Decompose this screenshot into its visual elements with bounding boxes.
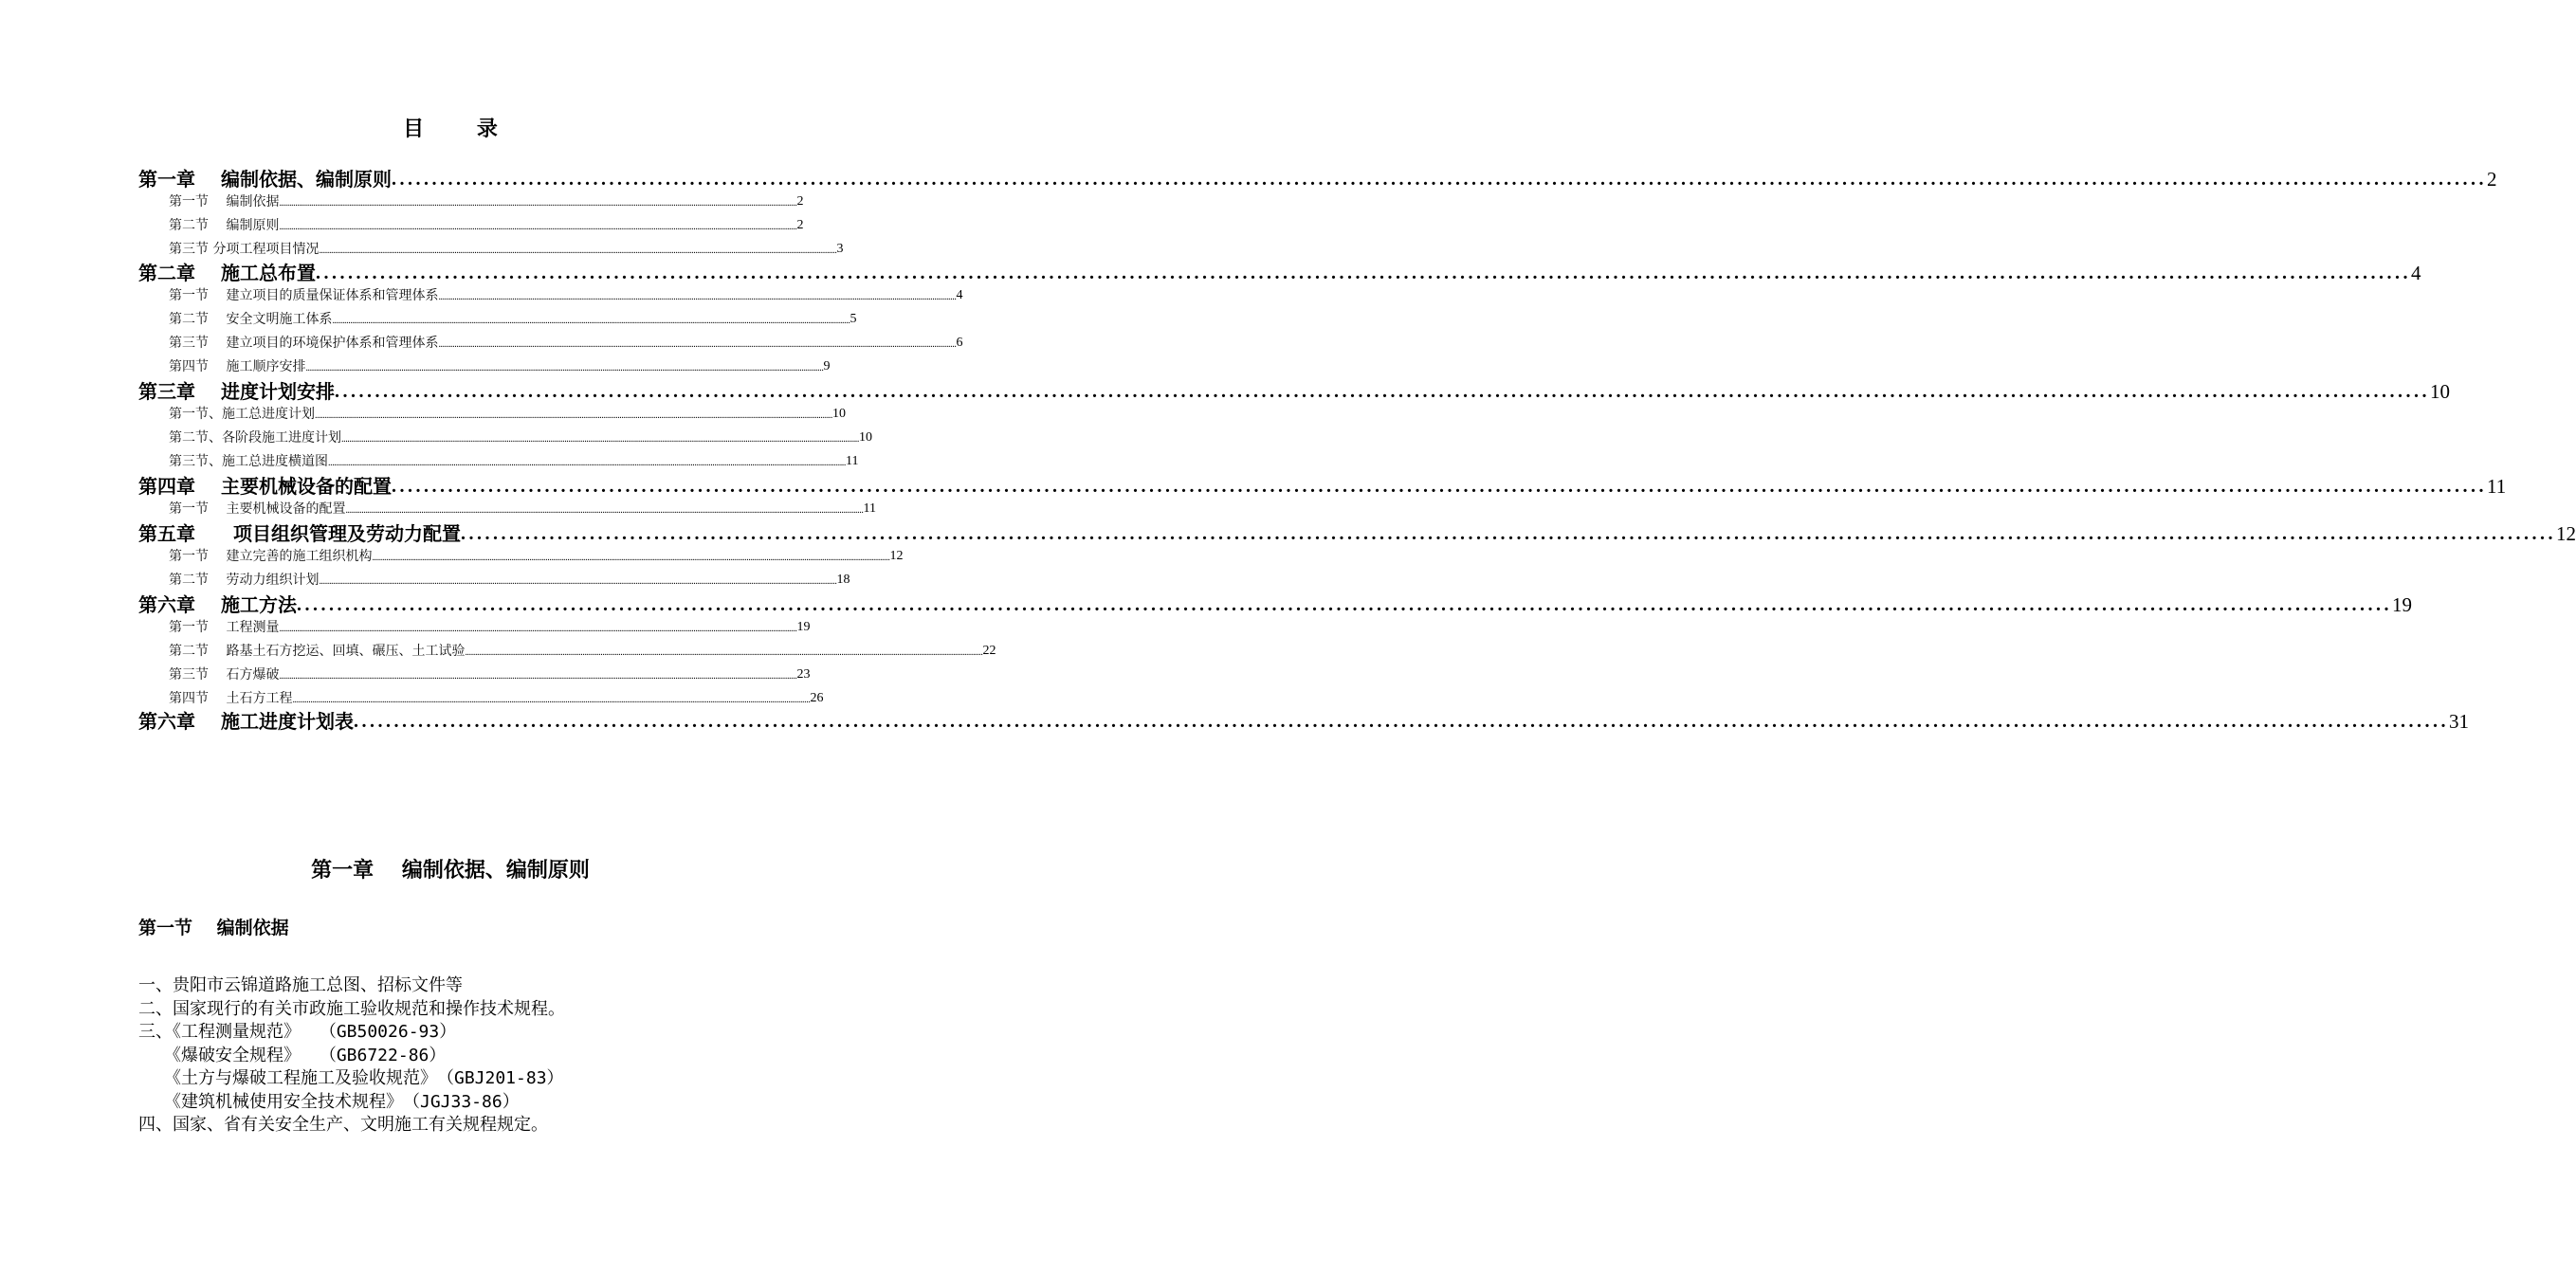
toc-dot-leader: ....................................................................................................................................................................................................................................................................	[465, 647, 983, 658]
reference-item: 《土方与爆破工程施工及验收规范》 （GBJ201-83）	[138, 1068, 564, 1088]
toc-page-number: 3	[836, 242, 844, 256]
toc-dot-leader: ....................................................................................................................................................................................................................................................................	[353, 711, 2449, 732]
toc-page-number: 4	[2410, 262, 2421, 284]
reference-item: 《建筑机械使用安全技术规程》 （JGJ33-86）	[138, 1091, 520, 1112]
toc-entry-title: 第四节 土石方工程	[169, 691, 293, 706]
toc-section-entry[interactable]	[169, 215, 804, 234]
toc-section-entry[interactable]	[169, 451, 859, 470]
toc-section-entry[interactable]	[169, 239, 844, 258]
toc-dot-leader: ....................................................................................................................................................................................................................................................................	[315, 410, 833, 421]
toc-page-number: 12	[2556, 522, 2576, 545]
section-heading: 第一节 编制依据	[138, 918, 289, 938]
toc-page-number: 2	[796, 194, 804, 209]
toc-page-number: 26	[810, 691, 824, 705]
toc-dot-leader: ....................................................................................................................................................................................................................................................................	[391, 169, 2487, 190]
chapter-heading: 第一章 编制依据、编制原则	[311, 859, 590, 883]
toc-entry-title: 第一节 主要机械设备的配置	[169, 501, 346, 517]
toc-chapter-entry[interactable]	[138, 707, 2469, 734]
toc-section-entry[interactable]	[169, 428, 873, 446]
toc-section-entry[interactable]	[169, 641, 996, 660]
toc-entry-title: 第二节、各阶段施工进度计划	[169, 430, 341, 446]
toc-page-number: 23	[796, 667, 811, 682]
toc-dot-leader: ....................................................................................................................................................................................................................................................................	[305, 363, 824, 373]
toc-entry-title: 第三节、施工总进度横道图	[169, 454, 328, 469]
toc-chapter-entry[interactable]	[138, 519, 2576, 546]
toc-chapter-entry[interactable]	[138, 591, 2412, 617]
toc-dot-leader: ....................................................................................................................................................................................................................................................................	[341, 434, 860, 445]
toc-section-entry[interactable]	[169, 191, 804, 210]
toc-chapter-entry[interactable]	[138, 165, 2497, 191]
toc-dot-leader: ....................................................................................................................................................................................................................................................................	[319, 576, 837, 587]
toc-dot-leader: ....................................................................................................................................................................................................................................................................	[328, 458, 847, 468]
toc-page-number: 5	[850, 312, 857, 326]
toc-title: 目 录	[403, 117, 521, 141]
toc-section-entry[interactable]	[169, 356, 831, 375]
toc-page-number: 19	[2391, 593, 2412, 616]
toc-entry-title: 第三节 分项工程项目情况	[169, 242, 320, 257]
toc-chapter-entry[interactable]	[138, 259, 2421, 285]
toc-dot-leader: ....................................................................................................................................................................................................................................................................	[279, 624, 797, 634]
toc-entry-title: 第一节 建立项目的质量保证体系和管理体系	[169, 288, 439, 303]
toc-page-number: 9	[823, 359, 831, 373]
toc-dot-leader: ....................................................................................................................................................................................................................................................................	[332, 316, 850, 326]
toc-page-number: 10	[832, 407, 847, 421]
toc-dot-leader: ....................................................................................................................................................................................................................................................................	[296, 594, 2392, 615]
toc-page-number: 19	[796, 620, 811, 634]
toc-page-number: 10	[859, 430, 873, 445]
toc-page-number: 18	[836, 573, 850, 587]
toc-section-entry[interactable]	[169, 664, 811, 683]
toc-dot-leader: ....................................................................................................................................................................................................................................................................	[279, 222, 797, 232]
toc-chapter-entry[interactable]	[138, 472, 2507, 499]
toc-page-number: 11	[846, 454, 859, 468]
toc-page-number: 31	[2448, 710, 2469, 733]
toc-page-number: 2	[796, 218, 804, 232]
toc-section-entry[interactable]	[169, 309, 857, 328]
toc-entry-title: 第一节 工程测量	[169, 620, 280, 635]
toc-dot-leader: ....................................................................................................................................................................................................................................................................	[279, 671, 797, 682]
toc-section-entry[interactable]	[169, 570, 850, 589]
toc-entry-title: 第二节 编制原则	[169, 218, 280, 233]
toc-dot-leader: ....................................................................................................................................................................................................................................................................	[391, 476, 2487, 497]
toc-dot-leader: ....................................................................................................................................................................................................................................................................	[315, 263, 2411, 283]
toc-dot-leader: ....................................................................................................................................................................................................................................................................	[438, 292, 957, 302]
toc-entry-title: 第一节、施工总进度计划	[169, 407, 315, 422]
toc-dot-leader: ....................................................................................................................................................................................................................................................................	[334, 381, 2430, 402]
toc-section-entry[interactable]	[169, 333, 963, 352]
reference-item: 三、《工程测量规范》 （GB50026-93）	[138, 1022, 457, 1042]
toc-page-number: 11	[863, 501, 876, 516]
toc-entry-title: 第六章 施工进度计划表	[138, 710, 354, 733]
toc-entry-title: 第三节 石方爆破	[169, 667, 280, 682]
toc-entry-title: 第二节 路基土石方挖运、回填、碾压、土工试验	[169, 644, 466, 659]
toc-page-number: 22	[982, 644, 996, 658]
toc-entry-title: 第四节 施工顺序安排	[169, 359, 306, 374]
toc-chapter-entry[interactable]	[138, 377, 2450, 404]
toc-entry-title: 第二节 安全文明施工体系	[169, 312, 333, 327]
toc-page-number: 11	[2486, 475, 2507, 498]
toc-section-entry[interactable]	[169, 688, 824, 707]
toc-entry-title: 第一章 编制依据、编制原则	[138, 168, 392, 191]
toc-entry-title: 第五章 项目组织管理及劳动力配置	[138, 522, 461, 545]
toc-dot-leader: ....................................................................................................................................................................................................................................................................	[279, 198, 797, 209]
reference-item: 四、国家、省有关安全生产、文明施工有关规程规定。	[138, 1115, 548, 1135]
toc-entry-title: 第四章 主要机械设备的配置	[138, 475, 392, 498]
toc-dot-leader: ....................................................................................................................................................................................................................................................................	[319, 246, 837, 256]
toc-page-number: 6	[956, 336, 963, 350]
toc-page-number: 2	[2486, 168, 2497, 191]
toc-page-number: 4	[956, 288, 963, 302]
toc-entry-title: 第三章 进度计划安排	[138, 380, 335, 403]
toc-section-entry[interactable]	[169, 499, 876, 518]
toc-entry-title: 第六章 施工方法	[138, 593, 297, 616]
toc-entry-title: 第三节 建立项目的环境保护体系和管理体系	[169, 336, 439, 351]
toc-entry-title: 第一节 编制依据	[169, 194, 280, 209]
toc-dot-leader: ....................................................................................................................................................................................................................................................................	[461, 523, 2556, 544]
reference-item: 《爆破安全规程》 （GB6722-86）	[138, 1045, 447, 1065]
toc-dot-leader: ....................................................................................................................................................................................................................................................................	[345, 505, 864, 516]
toc-entry-title: 第二节 劳动力组织计划	[169, 573, 320, 588]
toc-section-entry[interactable]	[169, 546, 904, 565]
toc-entry-title: 第二章 施工总布置	[138, 262, 316, 284]
toc-section-entry[interactable]	[169, 404, 847, 423]
toc-dot-leader: ....................................................................................................................................................................................................................................................................	[438, 339, 957, 350]
toc-page-number: 12	[889, 549, 904, 563]
reference-item: 二、国家现行的有关市政施工验收规范和操作技术规程。	[138, 998, 565, 1019]
toc-dot-leader: ....................................................................................................................................................................................................................................................................	[372, 553, 890, 563]
toc-entry-title: 第一节 建立完善的施工组织机构	[169, 549, 373, 564]
toc-dot-leader: ....................................................................................................................................................................................................................................................................	[292, 695, 811, 705]
toc-section-entry[interactable]	[169, 617, 811, 636]
reference-item: 一、贵阳市云锦道路施工总图、招标文件等	[138, 975, 463, 995]
toc-page-number: 10	[2429, 380, 2450, 403]
toc-section-entry[interactable]	[169, 285, 963, 304]
